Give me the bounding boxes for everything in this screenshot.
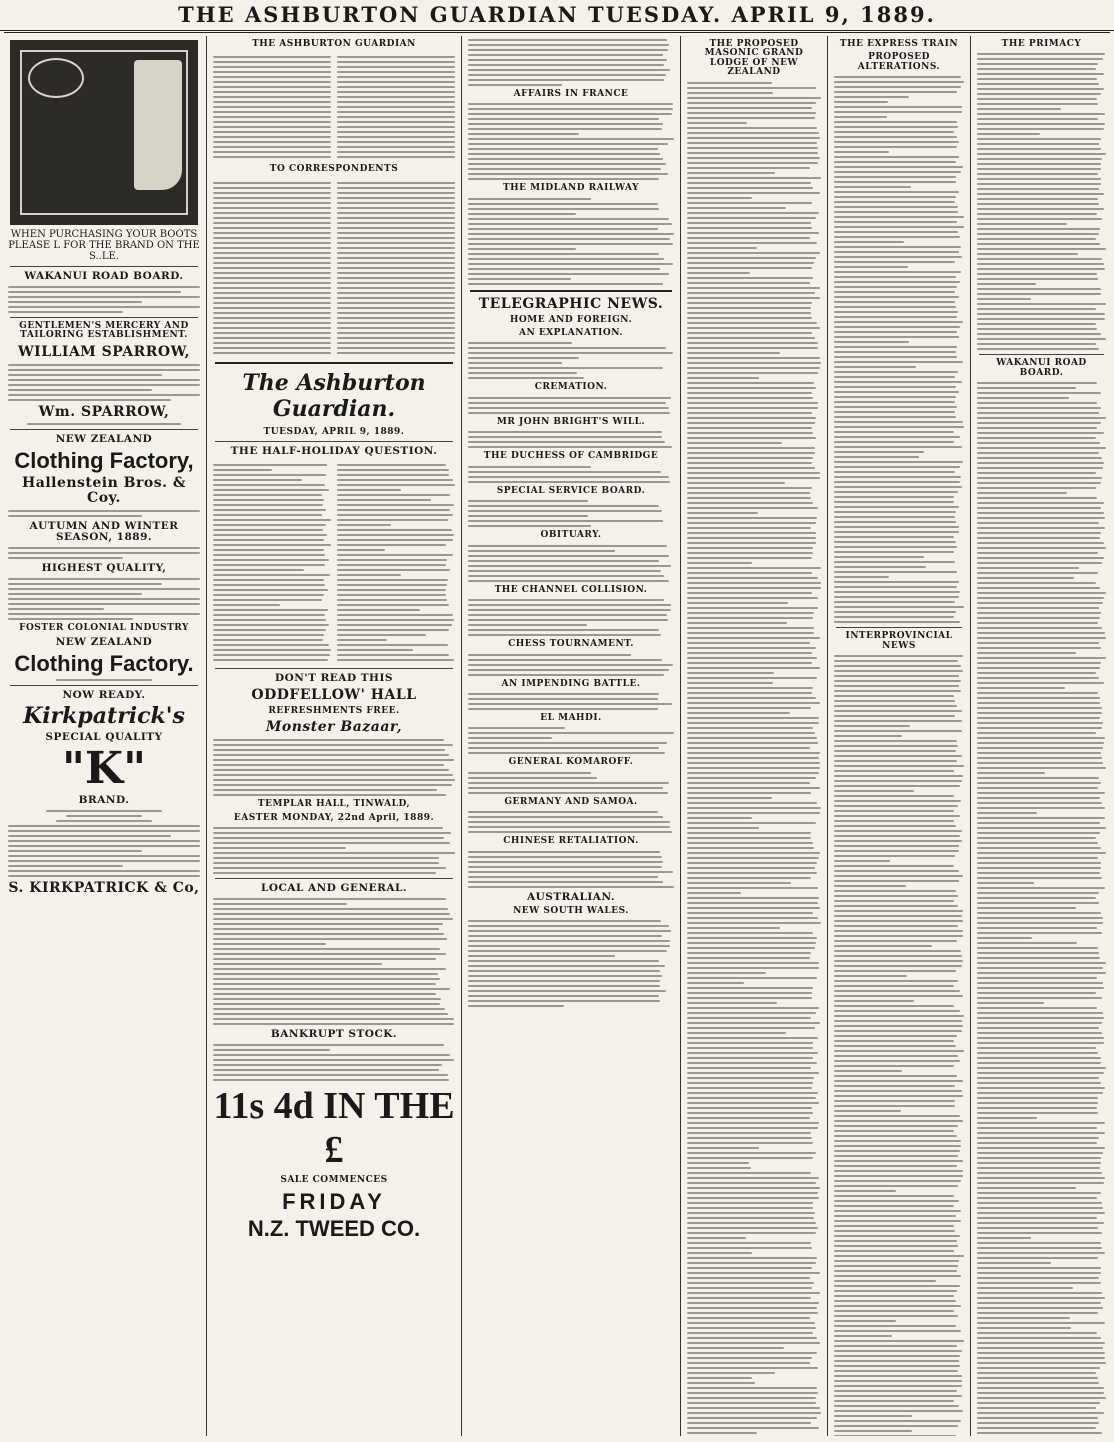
column-rule (461, 36, 462, 1436)
heading-express-train: THE EXPRESS TRAIN (839, 39, 959, 49)
heading-foster-colonial: FOSTER COLONIAL INDUSTRY (19, 622, 189, 633)
body-text (213, 827, 455, 874)
heading-monster-bazaar: Monster Bazaar, (265, 719, 403, 736)
body-text (468, 727, 674, 754)
heading-midland-railway: THE MIDLAND RAILWAY (502, 183, 640, 194)
heading-interprovincial-news: INTERPROVINCIAL NEWS (845, 631, 953, 651)
heading-kirkpatrick-co: S. KIRKPATRICK & Co, (8, 880, 200, 897)
body-text (213, 1044, 455, 1081)
heading-duchess: THE DUCHESS OF CAMBRIDGE (483, 451, 659, 462)
heading-new-zealand: NEW ZEALAND (55, 433, 153, 446)
heading-kirkpatricks: Kirkpatrick's (23, 703, 185, 730)
heading-chinese-retaliation: CHINESE RETALIATION. (503, 836, 639, 847)
column-3 (464, 36, 678, 1436)
heading-highest-quality: HIGHEST QUALITY, (41, 561, 167, 574)
heading-brand: BRAND. (78, 794, 130, 807)
column-rule (970, 36, 971, 1436)
top-rule (4, 32, 1110, 33)
column-4 (683, 36, 825, 1436)
heading-special-service: SPECIAL SERVICE BOARD. (496, 485, 646, 496)
heading-affairs-in-france: AFFAIRS IN FRANCE (513, 89, 629, 99)
heading-hallenstein: Hallenstein Bros. & Coy. (22, 475, 186, 507)
body-text (213, 898, 455, 1025)
column-rule (206, 36, 207, 1436)
heading-to-correspondents: TO CORRESPONDENTS (269, 164, 399, 175)
body-text (468, 599, 674, 636)
body-text (337, 461, 455, 664)
column-1 (4, 36, 204, 1436)
heading-autumn-winter: AUTUMN AND WINTER SEASON, 1889. (29, 519, 179, 543)
body-text (468, 466, 674, 483)
heading-bright-will: MR JOHN BRIGHT'S WILL. (496, 416, 646, 427)
shoe-ad-caption: WHEN PURCHASING YOUR BOOTS PLEASE L FOR THE BRAND ON THE S..LE. (8, 229, 200, 262)
heading-proposed-alterations: PROPOSED ALTERATIONS. (857, 52, 941, 72)
body-text (468, 772, 674, 794)
heading-clothing-factory-2: Clothing Factory. (14, 651, 194, 677)
heading-half-holiday: THE HALF-HOLIDAY QUESTION. (230, 445, 438, 458)
logo-oval-icon (28, 58, 84, 98)
body-text (687, 82, 821, 1436)
body-text (468, 811, 674, 833)
heading-local-and-general: LOCAL AND GENERAL. (260, 882, 408, 895)
heading-dont-read-this: DON'T READ THIS (275, 672, 393, 685)
heading-mercery: GENTLEMEN'S MERCERY AND TAILORING ESTABLISHMENT. (19, 321, 189, 341)
heading-home-and-foreign: HOME AND FOREIGN. (509, 314, 633, 325)
column-2 (209, 36, 459, 1436)
heading-the-primacy: THE PRIMACY (1001, 39, 1082, 49)
text-block (8, 364, 200, 401)
heading-an-explanation: AN EXPLANATION. (518, 328, 623, 338)
body-text (468, 693, 674, 710)
body-text (468, 198, 674, 285)
body-text (468, 545, 674, 582)
heading-guardian-title: The Ashburton Guardian. (242, 369, 426, 422)
heading-friday: FRIDAY (282, 1188, 386, 1214)
heading-masonic-lodge: THE PROPOSED MASONIC GRAND LODGE OF NEW ZEALAND (704, 39, 804, 78)
heading-new-zealand-2: NEW ZEALAND (55, 636, 153, 649)
column-5 (830, 36, 968, 1436)
body-text (468, 920, 674, 1007)
heading-australian: AUSTRALIAN. (526, 890, 616, 903)
price-in-the-pound: 11s 4d IN THE £ (213, 1085, 455, 1172)
body-text (977, 53, 1106, 350)
column-6 (973, 36, 1110, 1436)
heading-impending-battle: AN IMPENDING BATTLE. (501, 678, 641, 689)
heading-sale-commences: SALE COMMENCES (280, 1175, 388, 1186)
body-text (468, 851, 674, 888)
body-text (213, 739, 455, 796)
body-text (834, 76, 964, 623)
column-rule (680, 36, 681, 1436)
heading-wakanui-road-board-2: WAKANUI ROAD BOARD. (996, 358, 1087, 378)
heading-refreshments-free: REFRESHMENTS FREE. (268, 706, 400, 717)
k-brand-mark: "K" (61, 743, 147, 795)
shoe-advertisement-image (10, 40, 198, 225)
heading-clothing-factory: Clothing Factory, (14, 448, 194, 474)
body-text (468, 654, 674, 676)
body-text (834, 655, 964, 1436)
heading-nsw: NEW SOUTH WALES. (513, 905, 629, 916)
heading-special-quality: SPECIAL QUALITY (45, 731, 163, 744)
heading-date: TUESDAY, APRIL 9, 1889. (263, 426, 405, 437)
heading-chess: CHESS TOURNAMENT. (508, 639, 634, 650)
heading-templar-hall: TEMPLAR HALL, TINWALD, (257, 799, 411, 810)
heading-william-sparrow: WILLIAM SPARROW, (17, 343, 191, 360)
heading-bankrupt-stock: BANKRUPT STOCK. (270, 1028, 398, 1041)
heading-wakanui-road-board: WAKANUI ROAD BOARD. (24, 270, 184, 282)
heading-oddfellow-hall: ODDFELLOW' HALL (251, 687, 417, 704)
heading-easter-monday: EASTER MONDAY, 22nd April, 1889. (233, 812, 435, 823)
body-text (468, 500, 674, 527)
heading-channel-collision: THE CHANNEL COLLISION. (494, 584, 648, 595)
heading-komaroff: GENERAL KOMAROFF. (508, 757, 634, 768)
boot-icon (134, 60, 182, 190)
body-text (468, 39, 674, 86)
heading-wm-sparrow: Wm. SPARROW, (38, 403, 170, 420)
heading-germany-samoa: GERMANY AND SAMOA. (504, 796, 638, 807)
masthead: THE ASHBURTON GUARDIAN TUESDAY. APRIL 9, 1889. (0, 0, 1114, 31)
body-text (468, 397, 674, 414)
column-rule (827, 36, 828, 1436)
body-text (468, 431, 674, 448)
body-text (213, 461, 331, 664)
body-text (468, 342, 674, 379)
body-text (977, 382, 1106, 1436)
heading-ashburton-guardian-terms: THE ASHBURTON GUARDIAN (252, 39, 416, 49)
heading-now-ready: NOW READY. (62, 689, 146, 702)
body-text (468, 103, 674, 180)
heading-nz-tweed-co: N.Z. TWEED CO. (247, 1215, 421, 1241)
heading-telegraphic-news: TELEGRAPHIC NEWS. (478, 295, 664, 312)
heading-cremation: CREMATION. (534, 382, 608, 393)
text-block (8, 286, 200, 313)
heading-obituary: OBITUARY. (540, 530, 602, 541)
heading-el-mahdi: EL MAHDI. (540, 712, 602, 723)
